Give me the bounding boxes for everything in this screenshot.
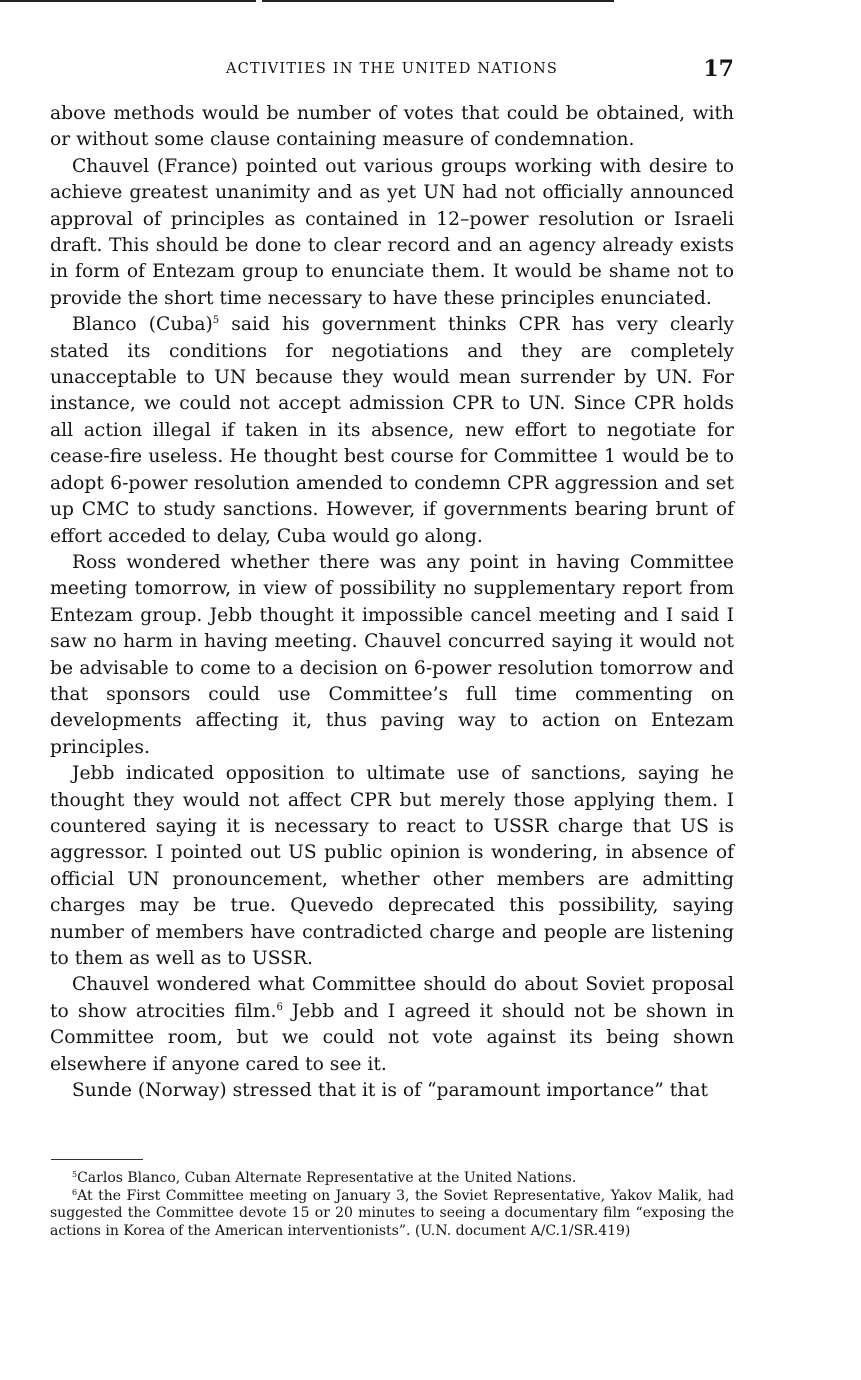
paragraph-3-text-a: Blanco (Cuba)	[72, 314, 213, 336]
footnote-5	[50, 1170, 734, 1188]
paragraph-7: Sunde (Norway) stressed that it is of “paramount importance” that	[72, 1080, 708, 1102]
page-number: 17	[703, 56, 734, 82]
paragraph-4: Ross wondered whether there was any point in having Committee meeting tomorrow, in view of possibility no supplementary report from Entezam group. Jebb thought it impossible cancel meeting and I said I saw no harm in having meeting. Chauvel concurred saying it would not be advisable to come to a decision on 6-power resolution tomorrow and that sponsors could use Committee’s full time commenting on developments affecting it, thus paving way to action on Entezam principles.	[50, 551, 734, 758]
footnote-ref-6: 6	[276, 1001, 283, 1013]
paragraph-6-text-a: Chauvel wondered what Committee should do about Soviet proposal to show atrocities film.	[50, 974, 734, 1022]
footnote-ref-5: 5	[212, 315, 220, 327]
paragraph-6	[50, 972, 734, 1078]
paragraph-6-text-b: Jebb and I agreed it should not be shown in Committee room, but we could not vote against its being shown elsewhere if anyone cared to see it.	[50, 1000, 735, 1075]
paragraph-5: Jebb indicated opposition to ultimate use of sanctions, saying he thought they would not affect CPR but merely those applying them. I countered saying it is necessary to react to USSR charge that US is aggressor. I pointed out US public opinion is wondering, in absence of official UN pronouncement, whether other members are admitting charges may be true. Quevedo deprecated this possibility, saying number of members have contradicted charge and people are listening to them as well as to USSR.	[50, 763, 734, 969]
top-rule-right	[262, 0, 614, 2]
paragraph-2: Chauvel (France) pointed out various groups working with desire to achieve greatest unanimity and as yet UN had not officially announced approval of principles as contained in 12–power resolution or Israeli draft. This should be done to clear record and an agency already exists in form of Entezam group to enunciate them. It would be shame not to provide the short time necessary to have these principles enunciated.	[50, 155, 734, 309]
footnote-5-text: Carlos Blanco, Cuban Alternate Representative at the United Nations.	[77, 1170, 577, 1186]
page-header	[50, 56, 734, 86]
top-rule-left	[0, 0, 256, 2]
paragraph-3	[50, 312, 734, 550]
footnote-6-mark: 6	[72, 1187, 78, 1197]
running-title: ACTIVITIES IN THE UNITED NATIONS	[225, 61, 559, 77]
footnote-divider	[51, 1159, 143, 1160]
footnotes	[50, 1170, 734, 1240]
paragraph-3-text-b: said his government thinks CPR has very clearly stated its conditions for negotiations and they are completely unacceptable to UN because they would mean surrender by UN. For instance, we could not accept admission CPR to UN. Since CPR holds all action illegal if taken in its absence, new effort to negotiate for cease-fire useless. He thought best course for Committee 1 would be to adopt 6-power resolution amended to condemn CPR aggression and set up CMC to study sanctions. However, if governments bearing brunt of effort acceded to delay, Cuba would go along.	[50, 314, 734, 547]
footnote-6	[50, 1188, 734, 1241]
footnote-6-text: At the First Committee meeting on January 3, the Soviet Representative, Yakov Malik, had suggested the Committee devote 15 or 20 minutes to seeing a documentary film “exposing the actions in Korea of the American interventionists”. (U.N. document A/C.1/SR.419)	[50, 1187, 734, 1239]
body-text	[50, 101, 734, 1104]
footnote-5-mark: 5	[72, 1170, 78, 1179]
paragraph-1: above methods would be number of votes that could be obtained, with or without some clause containing measure of condemnation.	[50, 103, 734, 151]
